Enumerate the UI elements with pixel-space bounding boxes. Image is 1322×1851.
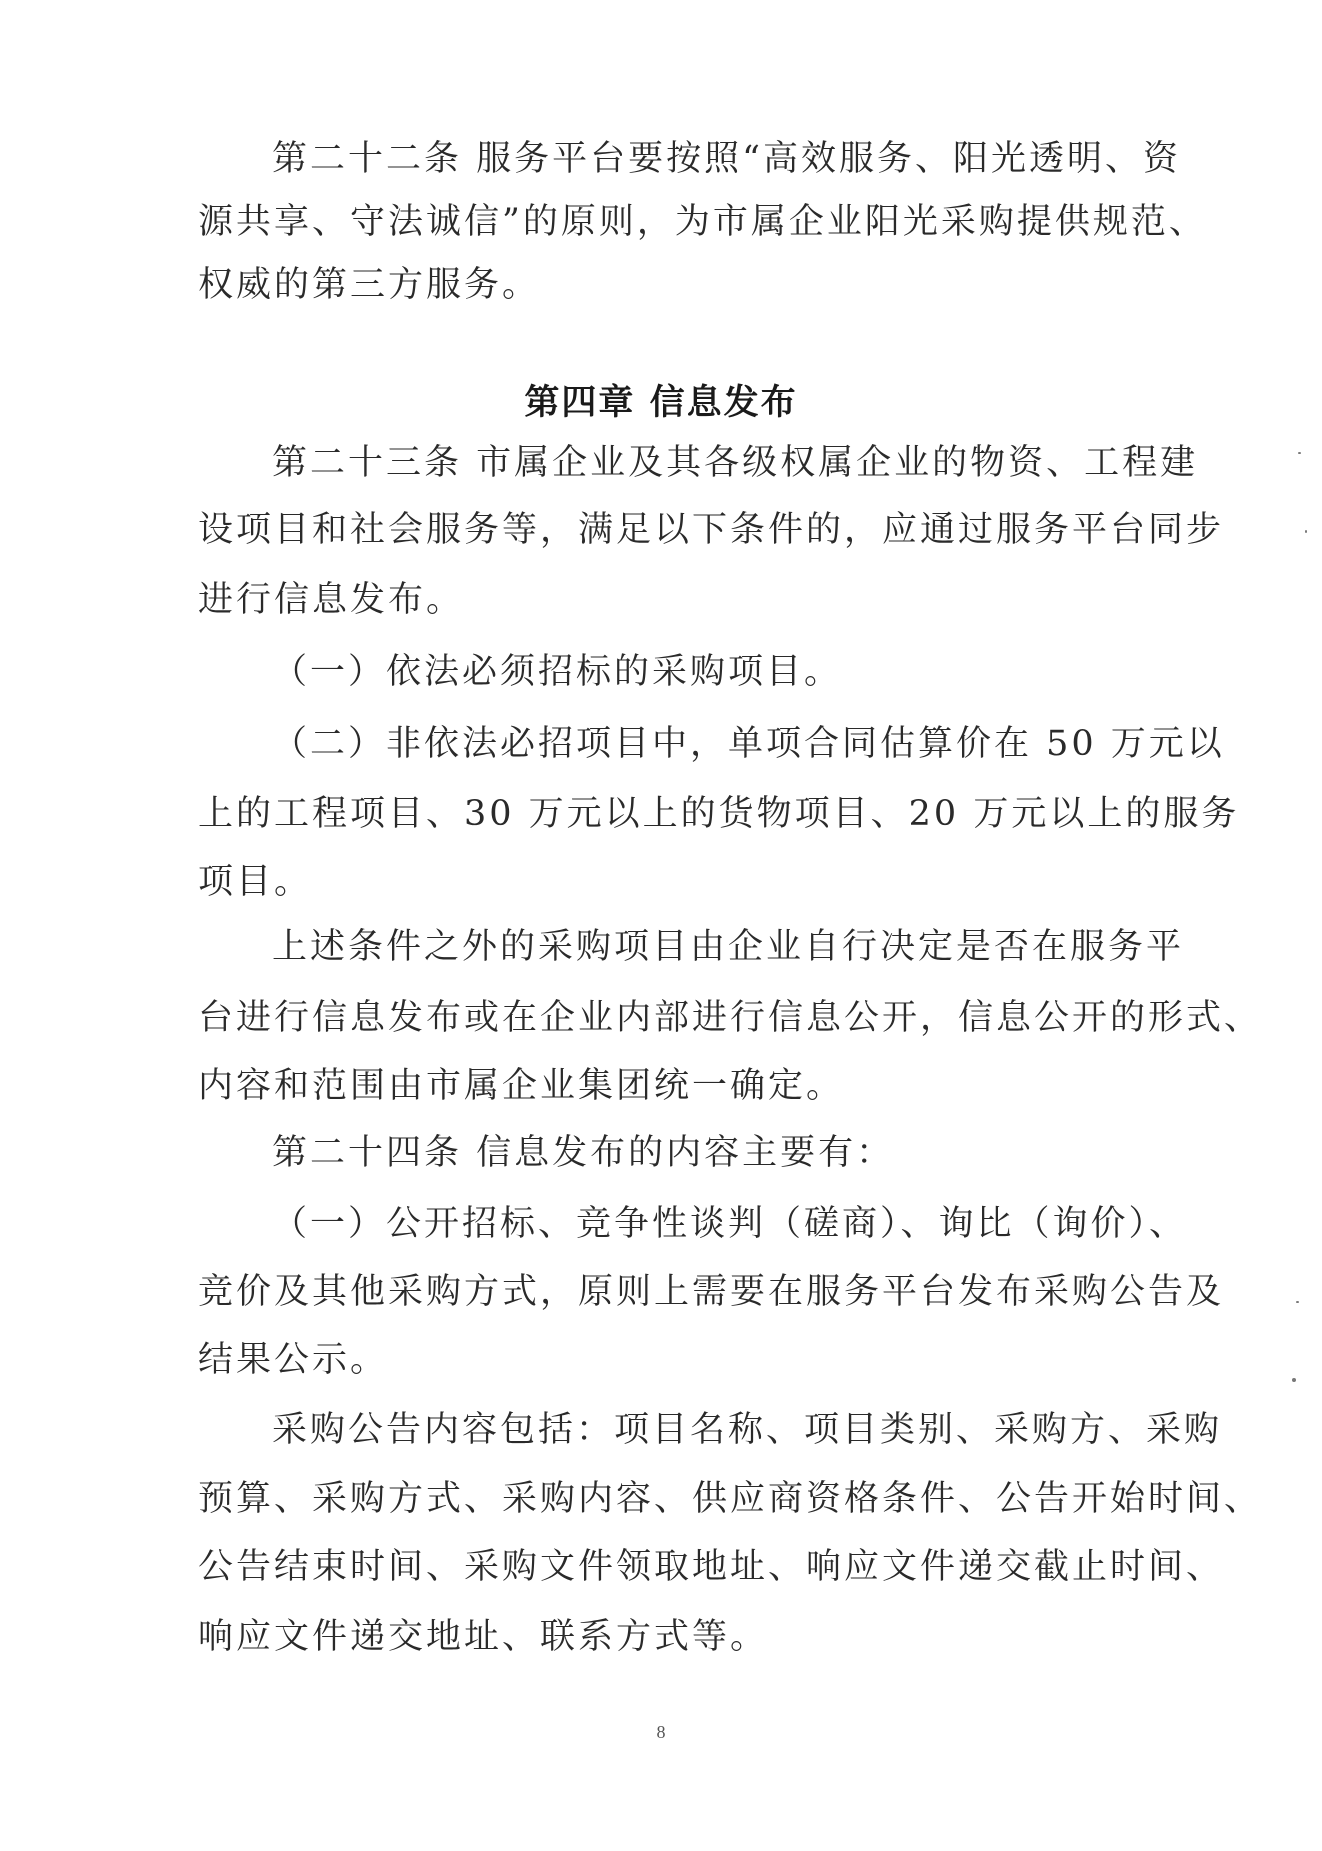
announcement-contents-line-2: 预算、采购方式、采购内容、供应商资格条件、公告开始时间、 xyxy=(198,1479,1263,1519)
article-23-item-2-line-2: 上的工程项目、30 万元以上的货物项目、20 万元以上的服务 xyxy=(198,794,1240,834)
article-23-item-2-line-1: （二）非依法必招项目中，单项合同估算价在 50 万元以 xyxy=(272,724,1225,764)
scan-speck xyxy=(1296,1301,1299,1303)
article-23-item-1: （一）依法必须招标的采购项目。 xyxy=(272,652,843,692)
scan-speck xyxy=(1298,452,1301,454)
article-24-line-1: 第二十四条 信息发布的内容主要有： xyxy=(272,1133,895,1173)
chapter-heading: 第四章 信息发布 xyxy=(524,382,798,423)
article-22-line-2: 源共享、守法诚信”的原则，为市属企业阳光采购提供规范、 xyxy=(198,202,1207,242)
other-projects-line-2: 台进行信息发布或在企业内部进行信息公开，信息公开的形式、 xyxy=(198,998,1263,1038)
article-24-item-1-line-2: 竞价及其他采购方式，原则上需要在服务平台发布采购公告及 xyxy=(198,1272,1225,1312)
announcement-contents-line-1: 采购公告内容包括：项目名称、项目类别、采购方、采购 xyxy=(272,1410,1223,1450)
article-23-line-1: 第二十三条 市属企业及其各级权属企业的物资、工程建 xyxy=(272,443,1199,483)
scan-speck xyxy=(1305,530,1307,533)
article-22-line-3: 权威的第三方服务。 xyxy=(198,265,541,305)
announcement-contents-line-4: 响应文件递交地址、联系方式等。 xyxy=(198,1617,769,1657)
article-24-item-1-line-1: （一）公开招标、竞争性谈判（磋商）、询比（询价）、 xyxy=(272,1204,1188,1244)
article-23-line-2: 设项目和社会服务等，满足以下条件的，应通过服务平台同步 xyxy=(198,510,1225,550)
article-24-item-1-line-3: 结果公示。 xyxy=(198,1340,389,1380)
article-23-line-3: 进行信息发布。 xyxy=(198,580,465,620)
page-number: 8 xyxy=(656,1722,666,1742)
other-projects-line-3: 内容和范围由市属企业集团统一确定。 xyxy=(198,1066,845,1106)
other-projects-line-1: 上述条件之外的采购项目由企业自行决定是否在服务平 xyxy=(272,927,1185,967)
article-22-line-1: 第二十二条 服务平台要按照“高效服务、阳光透明、资 xyxy=(272,139,1182,179)
scan-speck xyxy=(1292,1378,1296,1382)
announcement-contents-line-3: 公告结束时间、采购文件领取地址、响应文件递交截止时间、 xyxy=(198,1547,1225,1587)
article-23-item-2-line-3: 项目。 xyxy=(198,862,313,902)
